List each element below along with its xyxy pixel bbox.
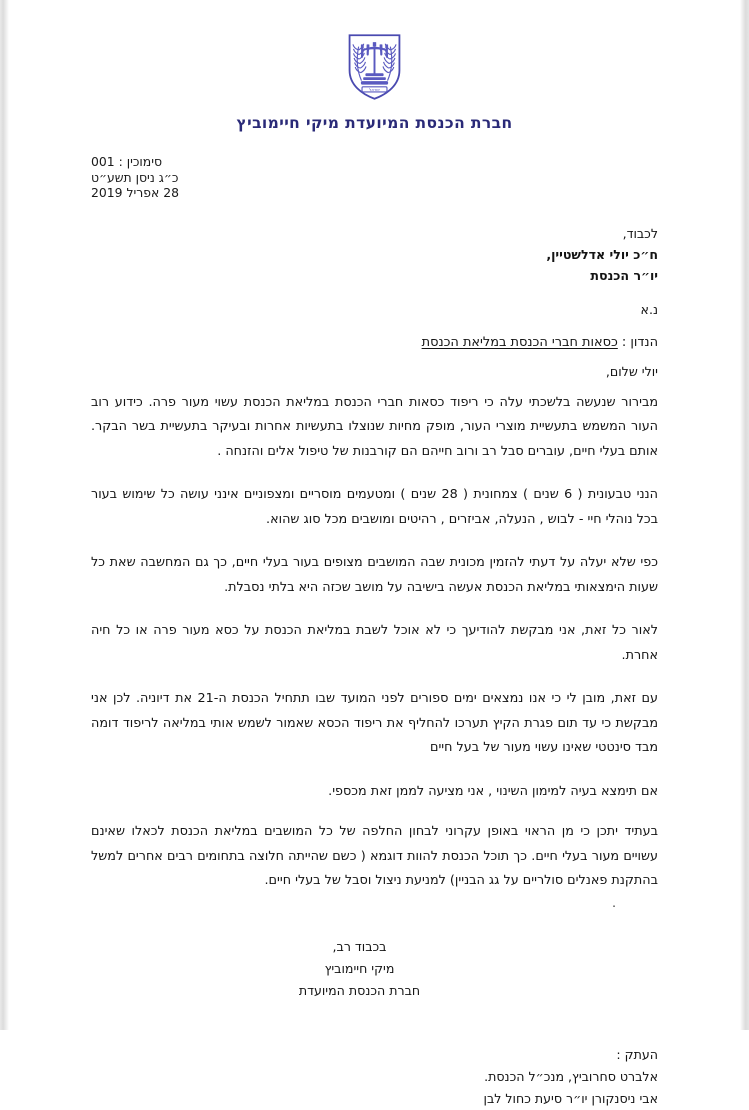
copy-recipient: אבי ניסנקורן יו״ר סיעת כחול לבן bbox=[483, 1090, 658, 1106]
hebrew-date: כ״ג ניסן תשע״ט bbox=[91, 169, 179, 185]
addressee-block bbox=[91, 223, 658, 286]
addressee-name: ח״כ יולי אדלשטיין, bbox=[546, 246, 658, 262]
body-paragraph: הנני טבעונית ( 6 שנים ) צמחונית ( 28 שנים ) ומטעמים מוסריים ומצפוניים אינני עושה כל שימוש בעור בכל נוהלי חיי - לבוש , הנעלה, אביזרים , רהיטים ומושבים מכל סוג שהוא. bbox=[91, 487, 658, 527]
salutation-abbrev: נ.א bbox=[640, 301, 658, 317]
reference-date-block bbox=[91, 154, 658, 201]
body-paragraph: עם זאת, מובן לי כי אנו נמצאים ימים ספורים לפני המועד שבו תתחיל הכנסת ה-21 את דיוניה. לכן אני מבקשת כי עד תום פגרת הקיץ תערכו להחליף את ריפוד הכסא שאמור לשמש אותי במליאה לריפוד דומה מבד סינטטי שאינו עשוי מעור של בעל חיים bbox=[91, 691, 658, 755]
gregorian-date: 28 אפריל 2019 bbox=[91, 185, 180, 200]
body-paragraph: מבירור שנעשה בלשכתי עלה כי ריפוד כסאות חברי הכנסת במליאת הכנסת עשוי מעור פרה. כידוע רוב העור המשמש בתעשיית מוצרי העור, מופק מחיות שנוצלו בתעשיות אחרות ובעיקר בתעשיית בשר הבקר. אותם בעלי חיים, עוברים סבל רב ורוב חייהם הם קורבנות של טיפול אלים והזנחה . bbox=[91, 394, 658, 459]
israel-state-emblem-menorah-icon bbox=[346, 33, 403, 101]
signature-block bbox=[91, 936, 658, 1002]
subject-label: הנדון : bbox=[621, 334, 658, 350]
copies-block bbox=[91, 1044, 658, 1110]
addressee-to-label: לכבוד, bbox=[622, 225, 658, 241]
body-paragraph: אם תימצא בעיה למימון השינוי , אני מציעה לממן זאת מכספי. bbox=[328, 783, 658, 799]
body-paragraph: כפי שלא יעלה על דעתי להזמין מכונית שבה המושבים מצופים בעור בעלי חיים, כך גם המחשבה שאת כל שעות הימצאותי במליאת הכנסת אעשה בישיבה על מושב שכזה היא בלתי נסבלת. bbox=[91, 555, 658, 595]
body-paragraph: בעתיד יתכן כי מן הראוי באופן עקרוני לבחון החלפה של כל המושבים במליאת הכנסת לכאלו שאינם עשויים מעור בעלי חיים. כך תוכל הכנסת להוות דוגמא ( כשם שהייתה חלוצה בתחומים רבים אחרים למשל בהתקנת פאנלים סולריים על גג הבניין) למניעת ניצול וסבל של בעלי חיים. bbox=[91, 824, 658, 888]
letterhead-title: חברת הכנסת המיועדת מיקי חיימוביץ bbox=[236, 114, 513, 132]
greeting-line: יולי שלום, bbox=[605, 363, 658, 379]
signature-name: מיקי חיימוביץ bbox=[324, 960, 395, 976]
copy-recipient: אלברט סחרוביץ, מנכ״ל הכנסת. bbox=[484, 1068, 658, 1084]
reference-number: סימוכין : 001 bbox=[91, 154, 163, 169]
copies-label: העתק : bbox=[616, 1046, 658, 1062]
addressee-role: יו״ר הכנסת bbox=[590, 267, 658, 283]
page-shadow-right bbox=[740, 0, 749, 1030]
subject-line bbox=[91, 335, 658, 350]
letter-body bbox=[91, 391, 658, 910]
svg-text:ישראל: ישראל bbox=[369, 86, 380, 92]
signature-closing: בכבוד רב, bbox=[332, 938, 387, 954]
body-paragraph: לאור כל זאת, אני מבקשת להודיעך כי לא אוכל לשבת במליאת הכנסת על כסא מעור פרה או כל חיה אחרת. bbox=[91, 623, 658, 663]
letter-content bbox=[91, 0, 658, 1110]
page-shadow-left bbox=[0, 0, 9, 1030]
emblem-container bbox=[91, 0, 658, 101]
signature-role: חברת הכנסת המיועדת bbox=[298, 982, 421, 998]
letter-page bbox=[9, 0, 740, 1106]
subject-value: כסאות חברי הכנסת במליאת הכנסת bbox=[421, 334, 618, 350]
stray-punctuation-mark: . bbox=[612, 895, 616, 910]
